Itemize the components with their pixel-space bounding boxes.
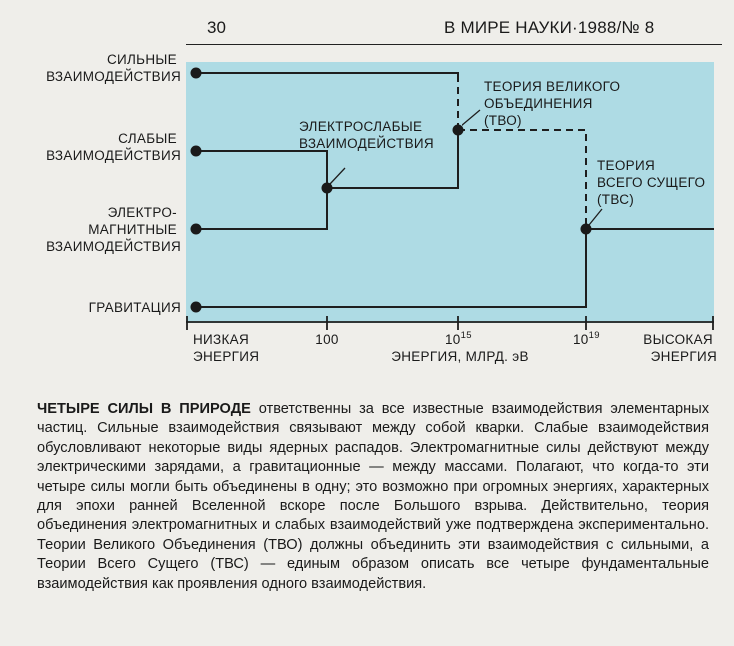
label-gut: ТЕОРИЯ ВЕЛИКОГО ОБЪЕДИНЕНИЯ (ТВО) <box>484 79 621 128</box>
electroweak-node <box>322 183 333 194</box>
diagram-panel <box>186 62 714 323</box>
label-toe: ТЕОРИЯ ВСЕГО СУЩЕГО (ТВС) <box>597 158 706 207</box>
tick-label-1e19: $10^{19}$ <box>573 330 600 347</box>
tick-label-100: 100 <box>315 332 339 347</box>
gut-node <box>453 125 464 136</box>
axis-title: ЭНЕРГИЯ, МЛРД. эВ <box>391 349 529 364</box>
axis-high-energy: ВЫСОКАЯ ЭНЕРГИЯ <box>643 332 717 364</box>
label-strong: СИЛЬНЫЕ ВЗАИМОДЕЙСТВИЯ <box>46 52 181 84</box>
strong-dot <box>191 68 202 79</box>
weak-dot <box>191 146 202 157</box>
gravity-dot <box>191 302 202 313</box>
caption-lead: ЧЕТЫРЕ СИЛЫ В ПРИРОДЕ <box>37 401 251 417</box>
toe-node <box>581 224 592 235</box>
figure-caption <box>37 400 709 594</box>
caption-body: ответственны за все известные взаимодействия элементарных частиц. Сильные взаимодействия связывают между собой кварки. Слабые взаимодействия обусловливают некоторые виды ядерных распадов. Электромагнитные силы действуют между электрическими зарядами, а гравитационные — между массами. Полагают, что когда-то эти четыре силы могли быть объединены в одну; это возможно при огромных энергиях, характерных для эпохи ранней Вселенной вскоре после Большого взрыва. Действительно, теория объединения электромагнитных и слабых взаимодействий уже подтверждена экспериментально. Теории Великого Объединения (ТВО) должны объединить эти взаимодействия с сильными, а Теории Всего Сущего (ТВС) — единым образом описать все четыре фундаментальные взаимодействия как проявления одного взаимодействия. <box>37 401 709 592</box>
page-number: 30 <box>207 18 226 37</box>
label-weak: СЛАБЫЕ ВЗАИМОДЕЙСТВИЯ <box>46 131 181 163</box>
em-dot <box>191 224 202 235</box>
axis-low-energy: НИЗКАЯ ЭНЕРГИЯ <box>193 332 260 364</box>
journal-title: В МИРЕ НАУКИ·1988/№ 8 <box>444 18 655 37</box>
tick-label-1e15: $10^{15}$ <box>445 330 472 347</box>
label-gravity: ГРАВИТАЦИЯ <box>88 300 181 315</box>
label-electroweak: ЭЛЕКТРОСЛАБЫЕ ВЗАИМОДЕЙСТВИЯ <box>299 119 434 151</box>
label-em: ЭЛЕКТРО- МАГНИТНЫЕ ВЗАИМОДЕЙСТВИЯ <box>46 205 181 254</box>
